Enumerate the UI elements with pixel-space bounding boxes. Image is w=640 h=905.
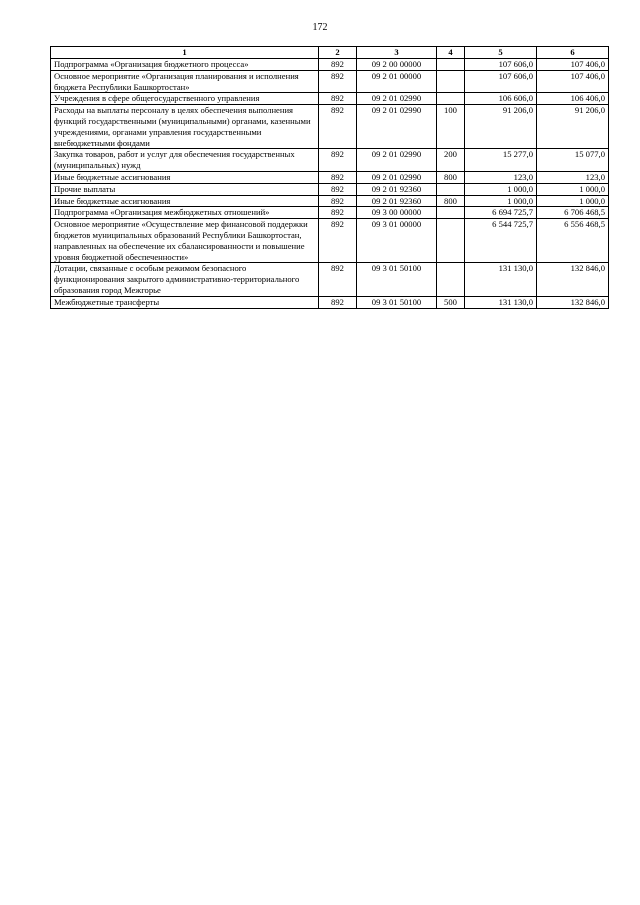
row-amount-1: 6 694 725,7 xyxy=(465,207,537,219)
column-header-5: 5 xyxy=(465,47,537,59)
row-ved: 892 xyxy=(319,263,357,296)
table-row xyxy=(51,195,609,207)
row-amount-2: 132 846,0 xyxy=(537,296,609,308)
column-header-2: 2 xyxy=(319,47,357,59)
row-vr: 200 xyxy=(437,149,465,172)
row-ved: 892 xyxy=(319,183,357,195)
row-vr xyxy=(437,183,465,195)
row-name: Иные бюджетные ассигнования xyxy=(51,171,319,183)
row-amount-2: 107 406,0 xyxy=(537,70,609,93)
row-name: Учреждения в сфере общегосударственного управления xyxy=(51,93,319,105)
row-vr xyxy=(437,70,465,93)
row-amount-1: 107 606,0 xyxy=(465,70,537,93)
column-header-6: 6 xyxy=(537,47,609,59)
row-name: Межбюджетные трансферты xyxy=(51,296,319,308)
row-csr: 09 3 00 00000 xyxy=(357,207,437,219)
row-amount-1: 107 606,0 xyxy=(465,59,537,71)
row-csr: 09 2 01 00000 xyxy=(357,70,437,93)
row-name: Дотации, связанные с особым режимом безопасного функционирования закрытого административно-территориального образования город Межгорье xyxy=(51,263,319,296)
row-vr xyxy=(437,263,465,296)
row-vr xyxy=(437,93,465,105)
row-ved: 892 xyxy=(319,93,357,105)
row-amount-2: 1 000,0 xyxy=(537,183,609,195)
row-vr: 100 xyxy=(437,105,465,149)
row-csr: 09 3 01 50100 xyxy=(357,263,437,296)
table-row xyxy=(51,70,609,93)
row-csr: 09 2 01 02990 xyxy=(357,93,437,105)
table-row xyxy=(51,263,609,296)
column-header-3: 3 xyxy=(357,47,437,59)
row-amount-1: 6 544 725,7 xyxy=(465,219,537,263)
table-row xyxy=(51,171,609,183)
row-name: Расходы на выплаты персоналу в целях обеспечения выполнения функций государственными (муниципальными) органами, казенными учреждениями, органами управления государственными внебюджетными фондами xyxy=(51,105,319,149)
row-amount-2: 107 406,0 xyxy=(537,59,609,71)
row-csr: 09 2 01 02990 xyxy=(357,149,437,172)
row-csr: 09 2 01 02990 xyxy=(357,105,437,149)
row-amount-1: 123,0 xyxy=(465,171,537,183)
row-amount-1: 106 606,0 xyxy=(465,93,537,105)
row-amount-2: 6 706 468,5 xyxy=(537,207,609,219)
row-amount-2: 15 077,0 xyxy=(537,149,609,172)
row-name: Прочие выплаты xyxy=(51,183,319,195)
row-vr xyxy=(437,59,465,71)
row-csr: 09 3 01 50100 xyxy=(357,296,437,308)
row-ved: 892 xyxy=(319,70,357,93)
table-row xyxy=(51,296,609,308)
row-amount-1: 131 130,0 xyxy=(465,263,537,296)
row-amount-1: 1 000,0 xyxy=(465,195,537,207)
table-row xyxy=(51,219,609,263)
row-vr: 800 xyxy=(437,171,465,183)
row-amount-1: 1 000,0 xyxy=(465,183,537,195)
row-ved: 892 xyxy=(319,296,357,308)
column-header-1: 1 xyxy=(51,47,319,59)
row-csr: 09 2 01 92360 xyxy=(357,195,437,207)
row-name: Основное мероприятие «Организация планирования и исполнения бюджета Республики Башкортостан» xyxy=(51,70,319,93)
row-csr: 09 2 00 00000 xyxy=(357,59,437,71)
table-row xyxy=(51,149,609,172)
table-row xyxy=(51,59,609,71)
table-row xyxy=(51,105,609,149)
row-ved: 892 xyxy=(319,149,357,172)
row-ved: 892 xyxy=(319,207,357,219)
row-amount-2: 1 000,0 xyxy=(537,195,609,207)
row-name: Иные бюджетные ассигнования xyxy=(51,195,319,207)
row-amount-2: 6 556 468,5 xyxy=(537,219,609,263)
row-name: Подпрограмма «Организация бюджетного процесса» xyxy=(51,59,319,71)
row-amount-1: 91 206,0 xyxy=(465,105,537,149)
row-ved: 892 xyxy=(319,195,357,207)
row-vr xyxy=(437,207,465,219)
table-row xyxy=(51,207,609,219)
row-vr: 500 xyxy=(437,296,465,308)
row-csr: 09 3 01 00000 xyxy=(357,219,437,263)
row-csr: 09 2 01 92360 xyxy=(357,183,437,195)
row-vr xyxy=(437,219,465,263)
row-vr: 800 xyxy=(437,195,465,207)
budget-table xyxy=(50,46,609,309)
row-name: Закупка товаров, работ и услуг для обеспечения государственных (муниципальных) нужд xyxy=(51,149,319,172)
row-ved: 892 xyxy=(319,105,357,149)
row-ved: 892 xyxy=(319,59,357,71)
row-amount-1: 131 130,0 xyxy=(465,296,537,308)
row-name: Основное мероприятие «Осуществление мер финансовой поддержки бюджетов муниципальных образований Республики Башкортостан, направленных на обеспечение их сбалансированности и повышение уровня бюджетной обеспеченности» xyxy=(51,219,319,263)
page-number: 172 xyxy=(312,22,328,33)
table-row xyxy=(51,183,609,195)
row-ved: 892 xyxy=(319,171,357,183)
column-header-4: 4 xyxy=(437,47,465,59)
row-amount-2: 132 846,0 xyxy=(537,263,609,296)
row-amount-1: 15 277,0 xyxy=(465,149,537,172)
row-name: Подпрограмма «Организация межбюджетных отношений» xyxy=(51,207,319,219)
row-ved: 892 xyxy=(319,219,357,263)
table-header-row xyxy=(51,47,609,59)
row-csr: 09 2 01 02990 xyxy=(357,171,437,183)
row-amount-2: 91 206,0 xyxy=(537,105,609,149)
row-amount-2: 123,0 xyxy=(537,171,609,183)
row-amount-2: 106 406,0 xyxy=(537,93,609,105)
table-row xyxy=(51,93,609,105)
